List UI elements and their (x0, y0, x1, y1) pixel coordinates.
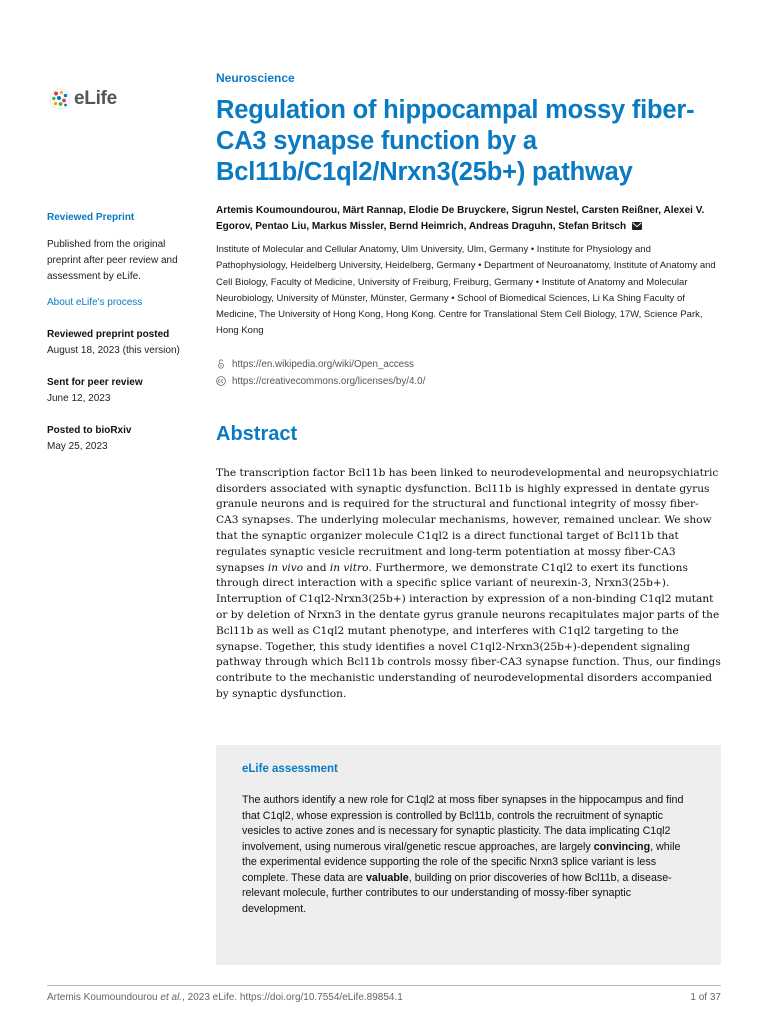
assessment-text (242, 793, 695, 917)
abstract-emphasis: in vivo (267, 561, 304, 574)
open-access-icon (216, 359, 226, 369)
footer-author: Artemis Koumoundourou (47, 992, 161, 1003)
assessment-part: The authors identify a new role for C1ql2 at moss fiber synapses in the hippocampus and find that C1ql2, whose expression is controlled by Bcl11b, controls the recruitment of synaptic vesicles to active zones and is necessary for synaptic plasticity. The data implicating C1ql2 involvement, using numerous viral/genetic rescue approaches, are largely (242, 794, 684, 853)
abstract-emphasis: in vitro (329, 561, 369, 574)
date-posted-biorxiv (47, 423, 197, 455)
footer-divider (47, 985, 721, 986)
abstract-part: and (303, 561, 330, 574)
open-access-url[interactable]: https://en.wikipedia.org/wiki/Open_access (232, 358, 414, 370)
date-reviewed-posted (47, 327, 197, 359)
elife-logo[interactable] (49, 88, 117, 110)
date-value: June 12, 2023 (47, 393, 111, 404)
footer-doi[interactable]: , 2023 eLife. https://doi.org/10.7554/eLife.89854.1 (182, 992, 403, 1003)
license-url[interactable]: https://creativecommons.org/licenses/by/4.0/ (232, 375, 426, 387)
abstract-part: The transcription factor Bcl11b has been linked to neurodevelopmental and neuropsychiatric disorders associated with synaptic dysfunction. Bcl11b is highly expressed in dentate gyrus granule neurons and is required for the structural and functional integrity of mossy fiber-CA3 synapses. The underlying molecular mechanisms, however, remained unclear. We show that the synaptic organizer molecule C1ql2 is a direct functional target of Bcl11b that regulates synaptic vesicle recruitment and long-term potentiation at mossy fiber-CA3 synapses (216, 466, 719, 574)
page-number: 1 of 37 (690, 992, 721, 1003)
authors-text: Artemis Koumoundourou, Märt Rannap, Elodie De Bruyckere, Sigrun Nestel, Carsten Reißner, Alexei V. Egorov, Pentao Liu, Markus Missler, Bernd Heimrich, Andreas Draguhn, Stefan Britsch (216, 205, 705, 232)
about-process-link[interactable]: About eLife's process (47, 297, 143, 308)
assessment-part: , building on prior discoveries of how Bcl11b, a disease-relevant molecule, further contributes to our understanding of mossy-fiber synaptic development. (242, 871, 672, 915)
date-sent-for-review (47, 375, 197, 407)
abstract-heading: Abstract (216, 422, 298, 445)
elife-logo-text: eLife (74, 88, 117, 109)
date-label: Posted to bioRxiv (47, 425, 132, 436)
reviewed-preprint-label: Reviewed Preprint (47, 212, 135, 223)
assessment-part: , while the experimental evidence supporting the role of the specific Nrxn3 splice variant is less complete. These data are (242, 840, 681, 884)
affiliations: Institute of Molecular and Cellular Anatomy, Ulm University, Ulm, Germany • Institute for Physiology and Pathophysiology, Heidelberg University, Heidelberg, Germany • Department of Neuroanatomy, Institute of Anatomy and Cell Biology, Faculty of Medicine, University of Freiburg, Freiburg, Germany • Institute of Anatomy and Molecular Neurobiology, University of Münster, Münster, Germany • School of Biomedical Sciences, Li Ka Shing Faculty of Medicine, The University of Hong Kong, Hong Kong. Centre for Translational Stem Cell Biology, 17W, Science Park, Hong Kong (216, 244, 716, 337)
subject-category[interactable]: Neuroscience (216, 71, 295, 85)
author-list (216, 203, 721, 235)
article-main (216, 71, 721, 703)
date-value: May 25, 2023 (47, 441, 108, 452)
date-label: Reviewed preprint posted (47, 329, 170, 340)
elife-assessment-box (216, 745, 721, 965)
abstract-part: . Furthermore, we demonstrate C1ql2 to exert its functions through direct interaction with a specific splice variant of neurexin-3, Nrxn3(25b+). Interruption of C1ql2-Nrxn3(25b+) interaction by expression of a non-binding C1ql2 mutant or by deletion of Nrxn3 in the dentate gyrus granule neurons recapitulates major parts of the Bcl11b as well as C1ql2 mutant phenotype, and interferes with C1ql2 targeting to the synapse. Together, this study identifies a novel C1ql2-Nrxn3(25b+)-dependent signaling pathway through which Bcl11b controls mossy fiber-CA3 synapse function. Thus, our findings contribute to the mechanistic understanding of neurodevelopmental disorders accompanied by synaptic dysfunction. (216, 561, 721, 700)
mail-icon[interactable] (632, 222, 642, 230)
date-label: Sent for peer review (47, 377, 143, 388)
page-footer (47, 992, 721, 1003)
article-title: Regulation of hippocampal mossy fiber-CA3 synapse function by a Bcl11b/C1ql2/Nrxn3(25b+) pathway (216, 96, 695, 186)
license-row[interactable] (216, 373, 721, 390)
published-note: Published from the original preprint after peer review and assessment by eLife. (47, 239, 178, 282)
footer-citation (47, 992, 403, 1003)
open-access-row[interactable] (216, 356, 721, 373)
date-value: August 18, 2023 (this version) (47, 345, 180, 356)
assessment-term[interactable]: valuable (365, 871, 409, 884)
cc-icon (216, 376, 226, 386)
sidebar (47, 210, 197, 471)
abstract-text (216, 466, 721, 703)
elife-logo-icon (49, 88, 71, 110)
assessment-heading: eLife assessment (242, 763, 338, 775)
assessment-term[interactable]: convincing (593, 840, 651, 853)
footer-etal: et al. (160, 992, 183, 1003)
